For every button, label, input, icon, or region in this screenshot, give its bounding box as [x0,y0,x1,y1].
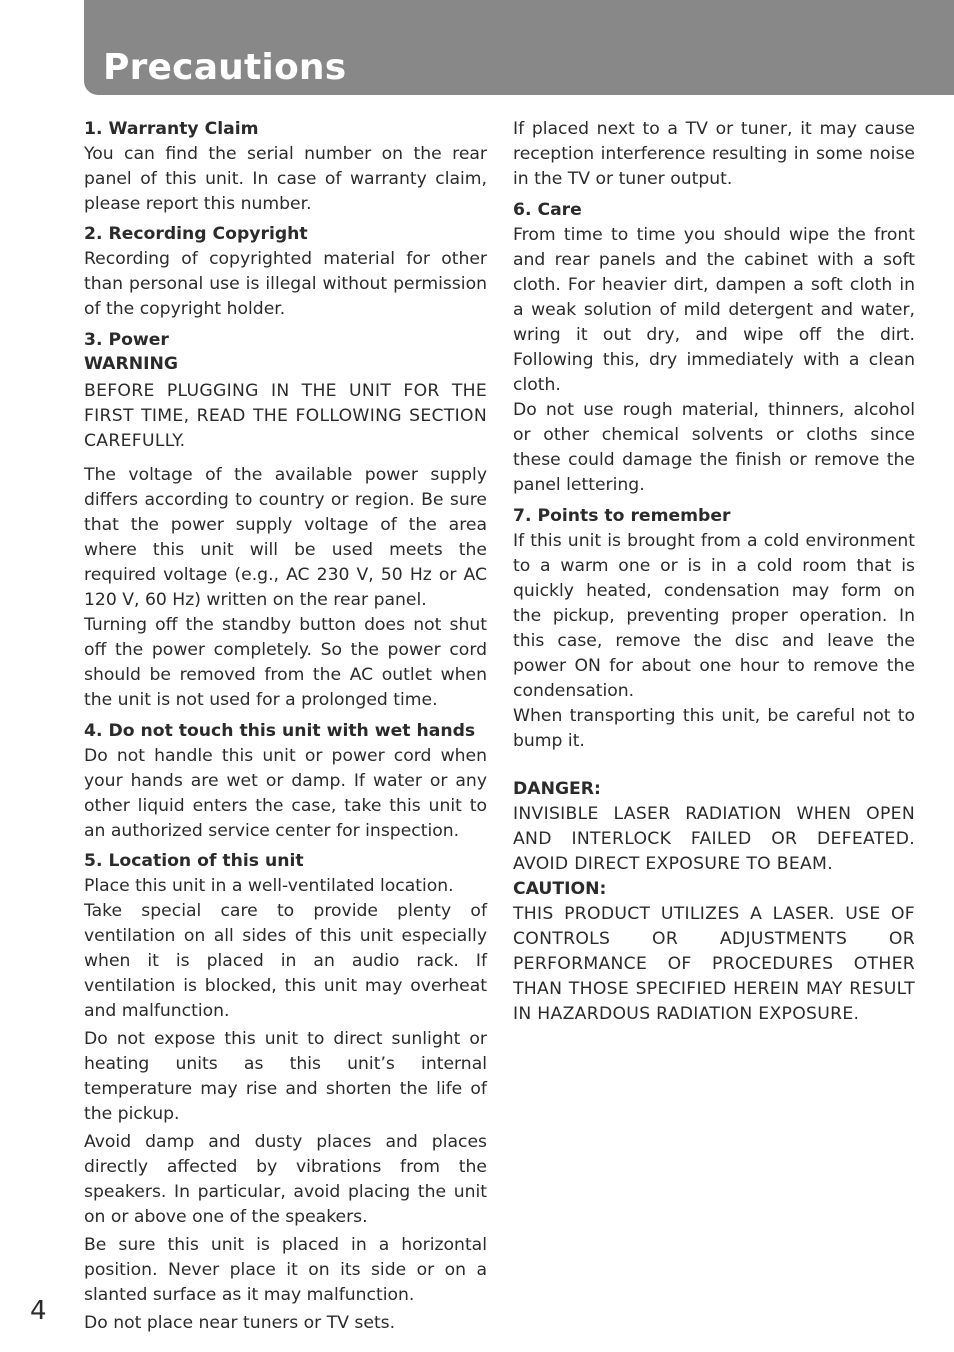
section-heading: 4. Do not touch this unit with wet hands [84,721,476,741]
paragraph: From time to time you should wipe the front and rear panels and the cabinet with a soft cloth. For heavier dirt, dampen a soft cloth in a weak solution of mild detergent and water, wring it out dry, and wipe off the dirt. Following this, dry immediately with a clean cloth. [513,225,915,395]
paragraph: When transporting this unit, be careful not to bump it. [513,706,915,751]
paragraph: The voltage of the available power supply differs according to country or region. Be sure that the power supply voltage of the area where this unit will be used meets the required voltage (e.g., AC 230 V, 50 Hz or AC 120 V, 60 Hz) written on the rear panel. [84,465,487,610]
section-care [513,198,915,498]
danger-text: INVISIBLE LASER RADIATION WHEN OPEN AND INTERLOCK FAILED OR DEFEATED. AVOID DIRECT EXPOSURE TO BEAM. [513,804,915,874]
paragraph: If placed next to a TV or tuner, it may cause reception interference resulting in some noise in the TV or tuner output. [513,119,915,189]
caution-notice [513,877,915,1027]
section-heading: 2. Recording Copyright [84,224,308,244]
section-wet-hands [84,719,487,844]
danger-label: DANGER: [513,779,601,799]
paragraph: Do not place near tuners or TV sets. [84,1313,396,1333]
paragraph: Do not use rough material, thinners, alcohol or other chemical solvents or cloths since these could damage the finish or remove the panel lettering. [513,400,915,495]
section-heading: 3. Power [84,330,169,350]
caution-label: CAUTION: [513,879,607,899]
warning-label: WARNING [84,354,178,374]
paragraph: You can find the serial number on the rear panel of this unit. In case of warranty claim, please report this number. [84,144,487,214]
warning-text: BEFORE PLUGGING IN THE UNIT FOR THE FIRST TIME, READ THE FOLLOWING SECTION CAREFULLY. [84,381,487,451]
paragraph: Take special care to provide plenty of ventilation on all sides of this unit especially when it is placed in an audio rack. If ventilation is blocked, this unit may overheat and malfunction. [84,901,487,1021]
title-banner [84,0,954,95]
paragraph: Recording of copyrighted material for other than personal use is illegal without permission of the copyright holder. [84,249,487,319]
section-warranty-claim [84,117,487,217]
right-column [513,117,915,1027]
paragraph: Be sure this unit is placed in a horizontal position. Never place it on its side or on a slanted surface as it may malfunction. [84,1235,487,1305]
section-heading: 5. Location of this unit [84,851,304,871]
paragraph: Avoid damp and dusty places and places directly affected by vibrations from the speakers. In particular, avoid placing the unit on or above one of the speakers. [84,1132,487,1227]
section-location-continued [513,117,915,192]
section-points-to-remember [513,504,915,754]
paragraph: Do not expose this unit to direct sunlight or heating units as this unit’s internal temperature may rise and shorten the life of the pickup. [84,1029,487,1124]
left-column [84,117,487,1336]
page-number: 4 [30,1296,47,1326]
paragraph: Do not handle this unit or power cord when your hands are wet or damp. If water or any other liquid enters the case, take this unit to an authorized service center for inspection. [84,746,487,841]
section-location [84,849,487,1336]
paragraph: If this unit is brought from a cold environment to a warm one or is in a cold room that is quickly heated, condensation may form on the pickup, preventing proper operation. In this case, remove the disc and leave the power ON for about one hour to remove the condensation. [513,531,915,701]
page-title: Precautions [103,47,347,88]
section-power [84,328,487,713]
section-heading: 1. Warranty Claim [84,119,259,139]
danger-notice [513,777,915,877]
paragraph: Turning off the standby button does not shut off the power completely. So the power cord should be removed from the AC outlet when the unit is not used for a prolonged time. [84,615,487,710]
section-recording-copyright [84,222,487,322]
caution-text: THIS PRODUCT UTILIZES A LASER. USE OF CONTROLS OR ADJUSTMENTS OR PERFORMANCE OF PROCEDURES OTHER THAN THOSE SPECIFIED HEREIN MAY RESULT IN HAZARDOUS RADIATION EXPOSURE. [513,904,915,1024]
section-heading: 6. Care [513,200,582,220]
paragraph: Place this unit in a well-ventilated location. [84,876,454,896]
section-heading: 7. Points to remember [513,506,731,526]
